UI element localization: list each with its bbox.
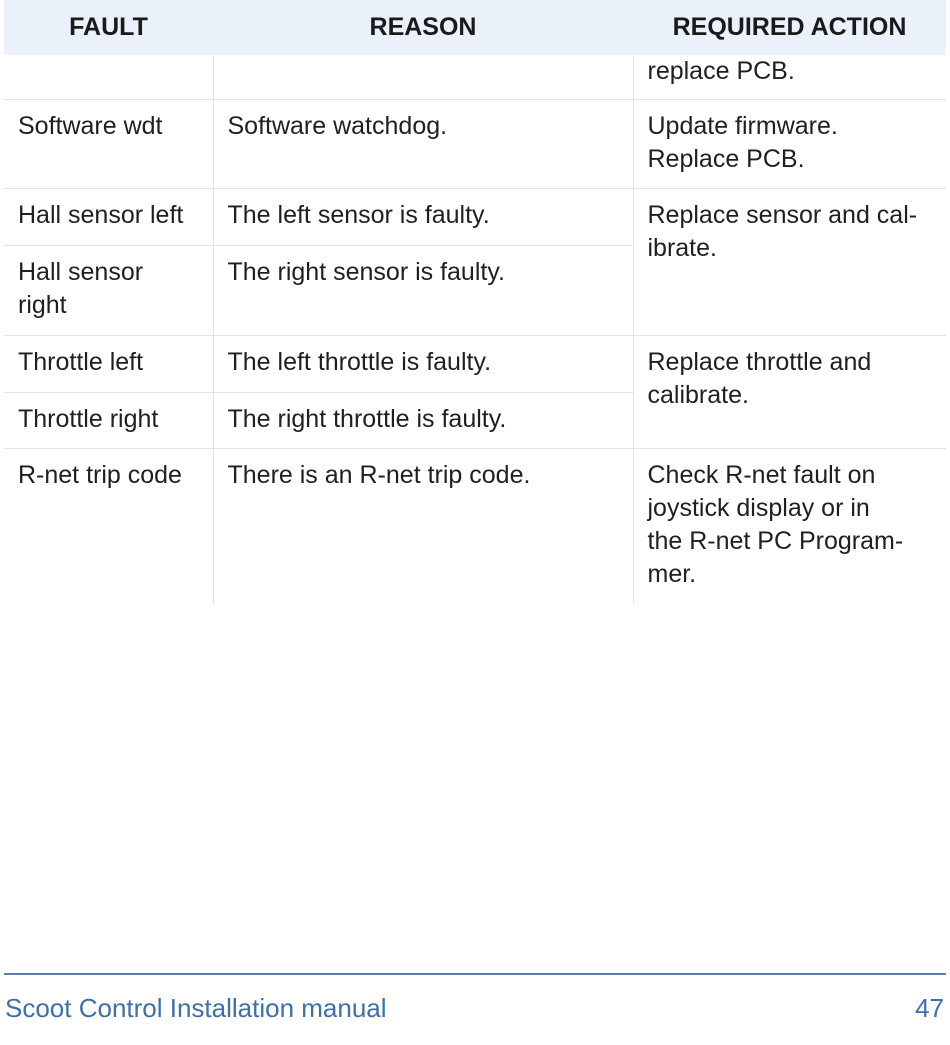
- table-header-row: [4, 0, 946, 55]
- cell-action: Update firmware. Replace PCB.: [633, 99, 946, 188]
- cell-fault: Hall sensor left: [4, 188, 213, 245]
- fault-table: [4, 0, 946, 604]
- table-row: [4, 188, 946, 245]
- header-fault: FAULT: [4, 0, 213, 55]
- footer-divider: [4, 973, 946, 975]
- header-required-action: REQUIRED ACTION: [633, 0, 946, 55]
- cell-reason: The left throttle is faulty.: [213, 335, 633, 392]
- cell-reason: The right throttle is faulty.: [213, 392, 633, 448]
- cell-fault: Software wdt: [4, 99, 213, 188]
- cell-reason: The right sensor is faulty.: [213, 245, 633, 335]
- header-reason: REASON: [213, 0, 633, 55]
- footer-page-number: 47: [915, 993, 944, 1023]
- table-row: [4, 335, 946, 392]
- table-row: [4, 448, 946, 604]
- cell-fault: R-net trip code: [4, 448, 213, 604]
- cell-action: Replace throttle and calibrate.: [633, 335, 946, 448]
- cell-action: replace PCB.: [633, 55, 946, 99]
- cell-action: Replace sensor and cal- ibrate.: [633, 188, 946, 335]
- cell-reason: The left sensor is faulty.: [213, 188, 633, 245]
- table-row-continued: [4, 55, 946, 99]
- cell-reason: [213, 55, 633, 99]
- cell-action: Check R-net fault on joystick display or in the R-net PC Program- mer.: [633, 448, 946, 604]
- footer-manual-title: Scoot Control Installation manual: [5, 993, 387, 1023]
- cell-reason: Software watchdog.: [213, 99, 633, 188]
- cell-fault: Hall sensor right: [4, 245, 213, 335]
- table-row: [4, 99, 946, 188]
- cell-fault: [4, 55, 213, 99]
- cell-fault: Throttle right: [4, 392, 213, 448]
- cell-fault: Throttle left: [4, 335, 213, 392]
- cell-reason: There is an R-net trip code.: [213, 448, 633, 604]
